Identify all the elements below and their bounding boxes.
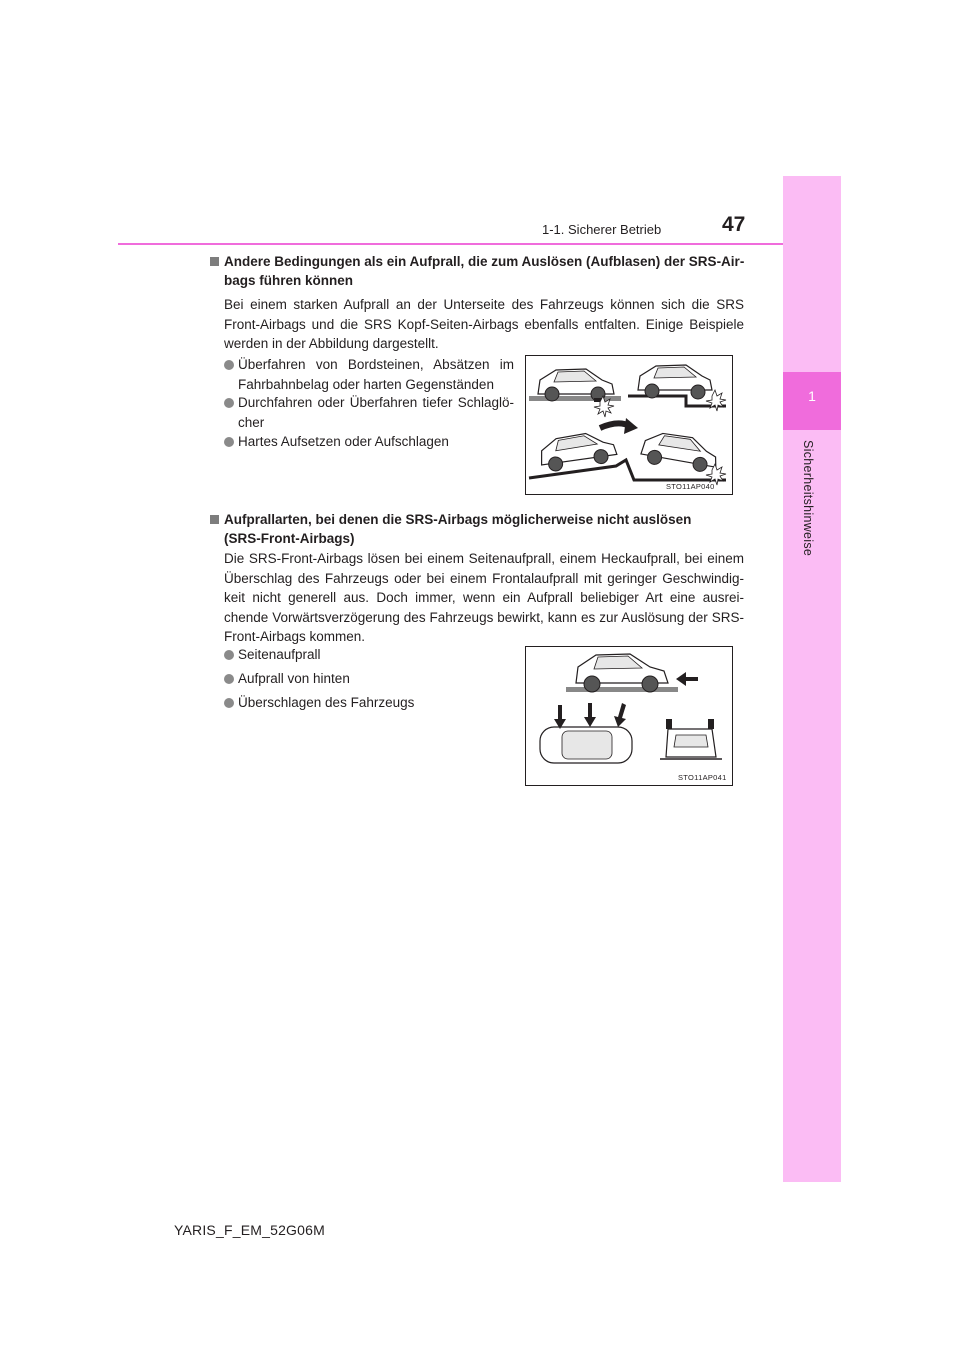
list-item: Überschlagen des Fahrzeugs — [224, 693, 514, 713]
section2-heading: Aufprallarten, bei denen die SRS-Airbags möglicherweise nicht auslösen (SRS-Front-Airbags) — [210, 510, 750, 548]
section-title: 1-1. Sicherer Betrieb — [542, 222, 662, 237]
bullet-icon — [224, 437, 234, 447]
figure-undercarriage-impact — [525, 355, 733, 495]
list-item: Durchfahren oder Überfahren tiefer Schlaglö-cher — [224, 393, 514, 432]
bullet-icon — [224, 674, 234, 684]
page-number: 47 — [722, 213, 746, 236]
car-road-step-icon — [628, 365, 726, 411]
car-rollover-icon — [660, 719, 722, 759]
car-rear-impact-icon — [566, 654, 698, 692]
car-jump-landing-icon — [529, 418, 726, 485]
list-item: Überfahren von Bordsteinen, Absätzen im Fahrbahnbelag oder harten Gegenständen — [224, 355, 514, 394]
bullet-icon — [224, 650, 234, 660]
section2-paragraph: Die SRS-Front-Airbags lösen bei einem Seitenaufprall, einem Heckaufprall, bei einem Überschlag des Fahrzeugs oder bei einem Frontalaufprall mit geringer Geschwindig-keit nicht generell aus. Doch immer, wenn ein Aufprall beliebiger Art eine ausrei-chende Vorwärtsverzögerung des Fahrzeugs bewirkt, kann es zur Auslösung der SRS-Front-Airbags kommen. — [224, 551, 744, 644]
car-impact-illustration — [526, 356, 732, 494]
list-item: Hartes Aufsetzen oder Aufschlagen — [224, 432, 514, 452]
car-curb-icon — [529, 369, 621, 417]
document-code: YARIS_F_EM_52G06M — [174, 1222, 325, 1238]
list-item: Seitenaufprall — [224, 645, 514, 665]
chapter-label: Sicherheitshinweise — [801, 440, 815, 557]
square-bullet-icon — [210, 257, 219, 266]
impact-types-illustration — [526, 647, 732, 785]
figure-code: STO11AP041 — [678, 773, 727, 782]
figure-no-deploy-impacts — [525, 646, 733, 786]
chapter-side-tab — [783, 176, 841, 1182]
car-side-impact-icon — [540, 703, 632, 763]
bullet-icon — [224, 360, 234, 370]
section1-paragraph: Bei einem starken Aufprall an der Unterseite des Fahrzeugs können sich die SRS Front-Airbags und die SRS Kopf-Seiten-Airbags ebenfalls entfalten. Einige Beispiele werden in der Abbildung dargestellt. — [224, 297, 744, 351]
chapter-number: 1 — [808, 388, 816, 404]
section1-heading: Andere Bedingungen als ein Aufprall, die zum Auslösen (Aufblasen) der SRS-Air-bags führen können — [210, 252, 750, 290]
figure-code: STO11AP040 — [666, 482, 715, 491]
list-item: Aufprall von hinten — [224, 669, 514, 689]
square-bullet-icon — [210, 515, 219, 524]
bullet-icon — [224, 398, 234, 408]
bullet-icon — [224, 698, 234, 708]
header-rule — [118, 243, 783, 245]
